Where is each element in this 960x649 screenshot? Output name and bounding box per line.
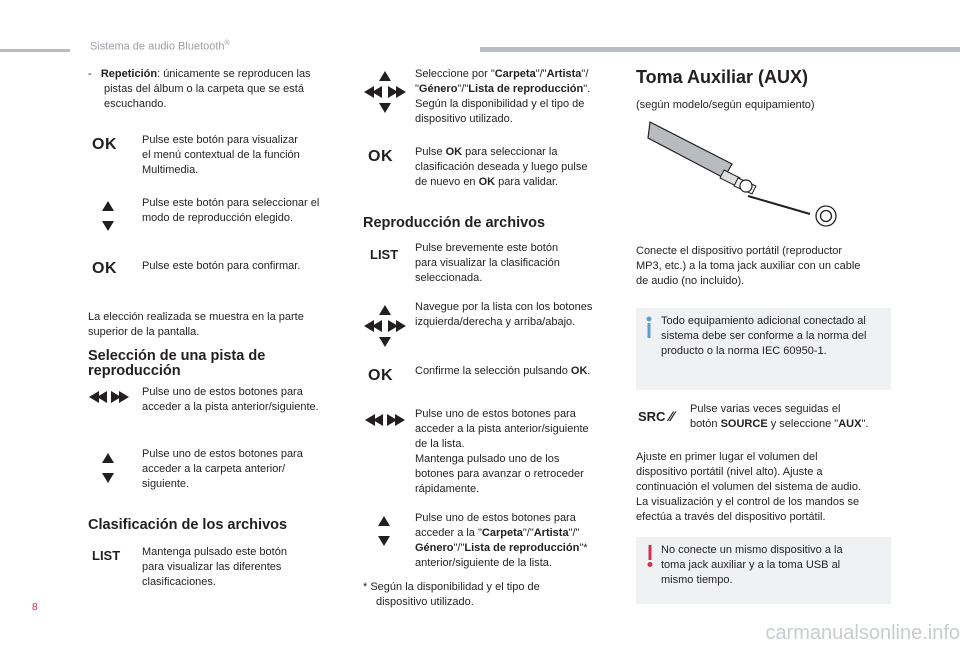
jack-plug-illustration (640, 118, 850, 228)
section-heading-track (88, 349, 265, 379)
connect-line-3: de audio (no incluido). (636, 275, 745, 287)
pn2-line-2: acceder a la pista anterior/siguiente (415, 423, 589, 435)
connect-line-1: Conecte el dispositivo portátil (reproductor (636, 245, 843, 257)
confirm-pre: Confirme la selección pulsando (415, 365, 571, 377)
lista-term: Lista de reproducción (468, 83, 584, 95)
repeat-label: Repetición (100, 68, 158, 80)
folder-line-1: Pulse uno de estos botones para (142, 448, 303, 460)
watermark: carmanualsonline.info (765, 622, 960, 644)
artista-term: Artista (546, 68, 582, 80)
ud2-line2-post: "/" (568, 527, 580, 539)
pn2-line-3: de la lista. (415, 438, 465, 450)
adjust-line-2: dispositivo portátil (nivel alto). Ajuste a (636, 466, 823, 478)
heading-line-2: reproducción (88, 363, 181, 379)
repeat-item (88, 67, 348, 112)
prev-next-arrows-icon (363, 412, 407, 428)
header-rule-left (0, 49, 70, 52)
header-rule-right (480, 47, 960, 52)
four-way-arrows-icon (363, 304, 407, 348)
updown-description (142, 196, 319, 226)
pn2-line-4: Mantenga pulsado uno de los (415, 453, 560, 465)
ud2-line-4: anterior/siguiente de la lista. (415, 557, 552, 569)
src-description (690, 402, 868, 432)
list1-line-2: para visualizar las diferentes (142, 561, 282, 573)
list-dash: - (88, 68, 92, 80)
confirm-bold: OK (570, 365, 588, 377)
ok3-line3-bold: OK (478, 176, 496, 188)
ok-button-icon: OK (368, 148, 393, 165)
ok1-description (142, 133, 300, 178)
ok-button-icon: OK (92, 260, 117, 277)
src-line2-mid: y seleccione " (767, 418, 839, 430)
dot: ". (583, 83, 591, 95)
select-line-4: dispositivo utilizado. (415, 113, 513, 125)
list-button-icon: LIST (370, 247, 399, 262)
four-way-arrows-icon (363, 70, 407, 114)
ud2-line-1: Pulse uno de estos botones para (415, 512, 576, 524)
registered-mark: ® (224, 40, 230, 47)
src-label: SRC (638, 409, 666, 424)
updown-line-2: modo de reproducción elegido. (142, 212, 294, 224)
pn2-line-5: botones para avanzar o retroceder (415, 468, 584, 480)
list1-line-1: Mantenga pulsado este botón (142, 546, 287, 558)
warning-note-text (661, 543, 843, 588)
choice-line-2: superior de la pantalla. (88, 326, 200, 338)
ud2-line2-pre: acceder a la " (415, 527, 482, 539)
info-icon (646, 316, 652, 338)
footnote-line-2: dispositivo utilizado. (376, 596, 474, 608)
nav-line-2: izquierda/derecha y arriba/abajo. (415, 316, 576, 328)
genero-term: Género (415, 542, 454, 554)
updown-line-1: Pulse este botón para seleccionar el (142, 197, 320, 209)
artista-term: Artista (533, 527, 569, 539)
info-line-1: Todo equipamiento adicional conectado al (661, 315, 866, 327)
ok3-description (415, 145, 587, 190)
carpeta-term: Carpeta (494, 68, 536, 80)
list1-line-3: clasificaciones. (142, 576, 216, 588)
list2-description (415, 241, 560, 286)
lista-term: Lista de reproducción (464, 542, 580, 554)
sep: "/" (453, 542, 465, 554)
select-prefix: Seleccione por " (415, 68, 495, 80)
select-description: Seleccione por "Carpeta"/"Artista"/ "Género"/"Lista de reproducción". Según la disponibilidad y el tipo de dispositivo utilizado. (415, 68, 591, 125)
genero-term: Género (418, 83, 458, 95)
choice-line-1: La elección realizada se muestra en la parte (88, 311, 304, 323)
prevnext2-description (415, 407, 589, 497)
source-term: SOURCE (720, 418, 768, 430)
warning-icon (647, 545, 653, 567)
adjust-paragraph (636, 450, 861, 525)
confirm-post: . (587, 365, 591, 377)
ok1-line-1: Pulse este botón para visualizar (142, 134, 298, 146)
ok2-description: Pulse este botón para confirmar. (142, 260, 301, 272)
prev-next-arrows-icon (87, 389, 131, 405)
heading-line-1: Selección de una pista de (88, 348, 266, 364)
repeat-text: : únicamente se reproducen las (157, 68, 311, 80)
select-line-3: Según la disponibilidad y el tipo de (415, 98, 585, 110)
src-line2-post: ". (861, 418, 869, 430)
running-header (90, 40, 230, 53)
ok3-line3-pre: de nuevo en (415, 176, 479, 188)
src-line-1: Pulse varias veces seguidas el (690, 403, 841, 415)
choice-paragraph (88, 310, 304, 340)
adjust-line-1: Ajuste en primer lugar el volumen del (636, 451, 818, 463)
pn2-line-6: rápidamente. (415, 483, 480, 495)
sep: "/" (522, 527, 534, 539)
repeat-text-3: escuchando. (104, 98, 167, 110)
prevnext-line-1: Pulse uno de estos botones para (142, 386, 303, 398)
section-heading-aux: Toma Auxiliar (AUX) (636, 67, 809, 87)
ok-button-icon: OK (368, 367, 393, 384)
ok3-line3-post: para validar. (495, 176, 559, 188)
ud2-line3-post: "* (579, 542, 588, 554)
warning-line-1: No conecte un mismo dispositivo a la (661, 544, 843, 556)
section-heading-classification: Clasificación de los archivos (88, 517, 288, 533)
list2-line-3: seleccionada. (415, 272, 483, 284)
folder-line-2: acceder a la carpeta anterior/ (142, 463, 286, 475)
info-line-2: sistema debe ser conforme a la norma del (661, 330, 867, 342)
ok3-pre: Pulse (415, 146, 446, 158)
warning-line-2: toma jack auxiliar y a la toma USB al (661, 559, 841, 571)
section-heading-playback: Reproducción de archivos (363, 215, 546, 231)
adjust-line-5: efectúa a través del dispositivo portátil. (636, 511, 826, 523)
list1-description (142, 545, 287, 590)
footnote-line-1: * Según la disponibilidad y el tipo de (363, 581, 540, 593)
up-down-arrows-icon (100, 451, 116, 485)
confirm-description (415, 364, 590, 379)
ok1-line-2: el menú contextual de la función (142, 149, 300, 161)
sep: "/" (535, 68, 547, 80)
aux-term: AUX (838, 418, 862, 430)
ok3-post: para seleccionar la (462, 146, 558, 158)
src-line2-pre: botón (690, 418, 721, 430)
prevnext-line-2: acceder a la pista anterior/siguiente. (142, 401, 319, 413)
list2-line-1: Pulse brevemente este botón (415, 242, 559, 254)
list2-line-2: para visualizar la clasificación (415, 257, 560, 269)
ok3-line-2: clasificación deseada y luego pulse (415, 161, 588, 173)
src-button-icon: SRC ⁄⁄ (638, 408, 675, 424)
repeat-text-2: pistas del álbum o la carpeta que se está (104, 83, 304, 95)
updown2-description (415, 511, 588, 571)
up-down-arrows-icon (376, 514, 392, 548)
ok3-bold: OK (445, 146, 463, 158)
list-button-icon: LIST (92, 548, 121, 563)
ok-button-icon: OK (92, 136, 117, 153)
carpeta-term: Carpeta (481, 527, 523, 539)
adjust-line-4: La visualización y el control de los mandos se (636, 496, 860, 508)
up-down-arrows-icon (100, 199, 116, 233)
warning-line-3: mismo tiempo. (661, 574, 733, 586)
sep: "/" (457, 83, 469, 95)
pn2-line-1: Pulse uno de estos botones para (415, 408, 576, 420)
ok1-line-3: Multimedia. (142, 164, 199, 176)
aux-subtitle: (según modelo/según equipamiento) (636, 99, 815, 111)
page-number: 8 (32, 602, 38, 613)
connect-line-2: MP3, etc.) a la toma jack auxiliar con un cable (636, 260, 861, 272)
connect-paragraph (636, 244, 860, 289)
prevnext-description (142, 385, 319, 415)
running-header-text: Sistema de audio Bluetooth (90, 40, 225, 53)
info-line-3: producto o la norma IEC 60950-1. (661, 345, 827, 357)
footnote (363, 580, 540, 610)
slash: "/ (581, 68, 589, 80)
nav-line-1: Navegue por la lista con los botones (415, 301, 593, 313)
folder-description (142, 447, 303, 492)
adjust-line-3: continuación el volumen del sistema de audio. (636, 481, 862, 493)
nav-description (415, 300, 592, 330)
folder-line-3: siguiente. (142, 478, 190, 490)
info-note-text (661, 314, 866, 359)
